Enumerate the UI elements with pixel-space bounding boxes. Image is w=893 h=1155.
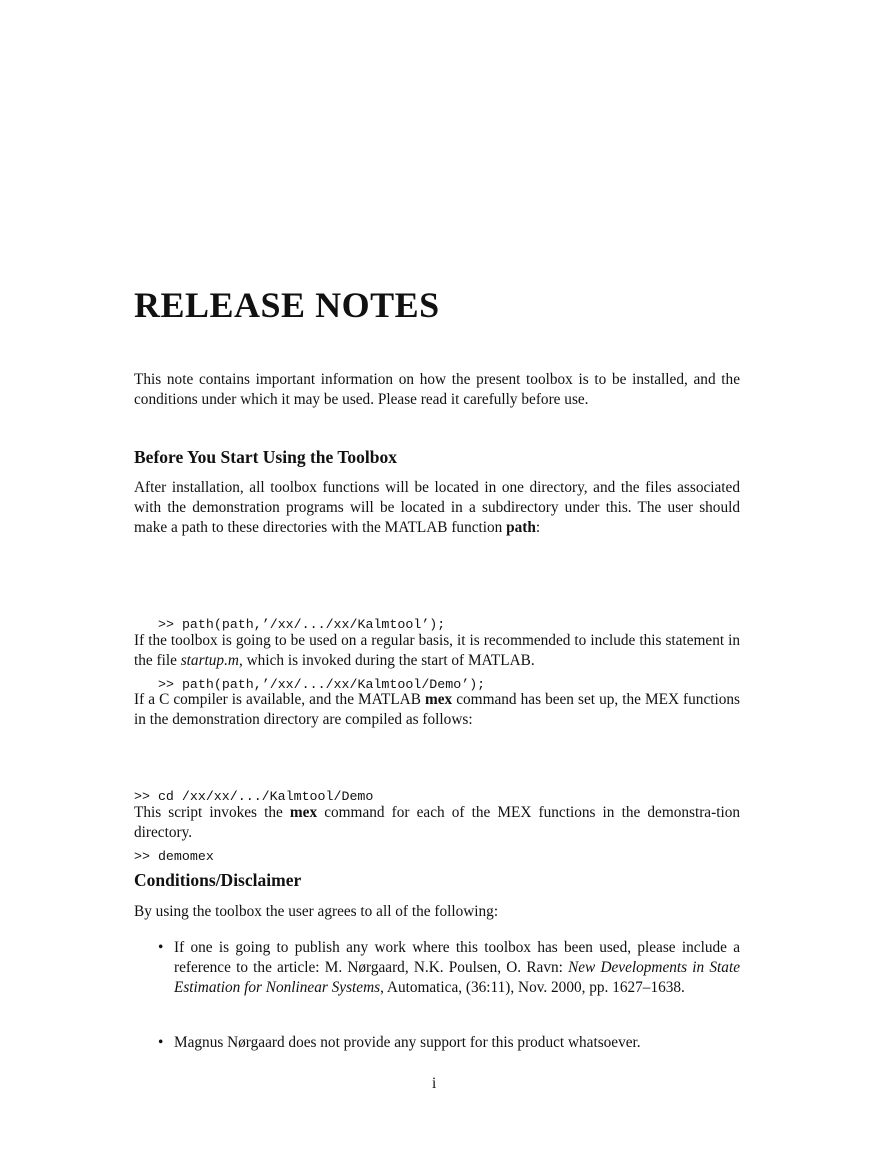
bullet-icon: • [158,939,164,956]
startup-text: If the toolbox is going to be used on a regular basis, it is recommended to include this statement in the file [134,632,740,669]
support-text: Magnus Nørgaard does not provide any support for this product whatsoever. [174,1034,641,1051]
reference-text: If one is going to publish any work where this toolbox has been used, please include a reference to the article: M. Nørgaard, N.K. Poulsen, O. Ravn: [174,939,740,976]
mex-text: If a C compiler is available, and the MATLAB [134,691,425,708]
conditions-intro: By using the toolbox the user agrees to all of the following: [134,903,499,920]
conditions-list [156,938,740,998]
list-item [156,938,740,998]
page-title: RELEASE NOTES [134,285,440,325]
script-text: This script invokes the [134,804,290,821]
section-heading-conditions: Conditions/Disclaimer [134,870,302,890]
list-item [156,1033,740,1053]
article-title: New Developments in State Estimation for Nonlinear Systems [174,959,740,996]
code-line: >> path(path,’/xx/.../xx/Kalmtool’); [158,617,446,632]
mex-paragraph [134,690,740,730]
code-line: >> demomex [134,849,214,864]
script-paragraph [134,803,740,843]
code-line: >> cd /xx/xx/.../Kalmtool/Demo [134,789,374,804]
mex-keyword: mex [425,691,453,708]
reference-text-end: , Automatica, (36:11), Nov. 2000, pp. 1627–1638. [380,979,685,996]
mex-keyword-2: mex [289,804,318,821]
mex-text-end: command has been set up, the MEX functions in the demonstration directory are compiled as follows: [134,691,740,728]
startup-text-end: , which is invoked during the start of MATLAB. [238,652,535,669]
conditions-list-2 [156,1033,740,1053]
code-line: >> path(path,’/xx/.../xx/Kalmtool/Demo’); [158,677,486,692]
startup-filename: startup.m [180,652,239,669]
intro-paragraph: This note contains important information on how the present toolbox is to be installed, and the conditions under which it may be used. Please read it carefully before use. [134,371,740,408]
script-text-end: command for each of the MEX functions in the demonstra-tion directory. [134,804,740,841]
startup-paragraph [134,631,740,671]
installation-colon: : [535,519,541,536]
installation-paragraph [134,478,740,538]
installation-text: After installation, all toolbox functions will be located in one directory, and the files associated with the demonstration programs will be located in a subdirectory under this. The user should make a path to these directories with the MATLAB function [134,479,740,536]
page-number: i [432,1075,437,1092]
bullet-icon: • [158,1034,164,1051]
section-heading-before-you-start: Before You Start Using the Toolbox [134,447,398,467]
path-keyword: path [506,519,536,536]
